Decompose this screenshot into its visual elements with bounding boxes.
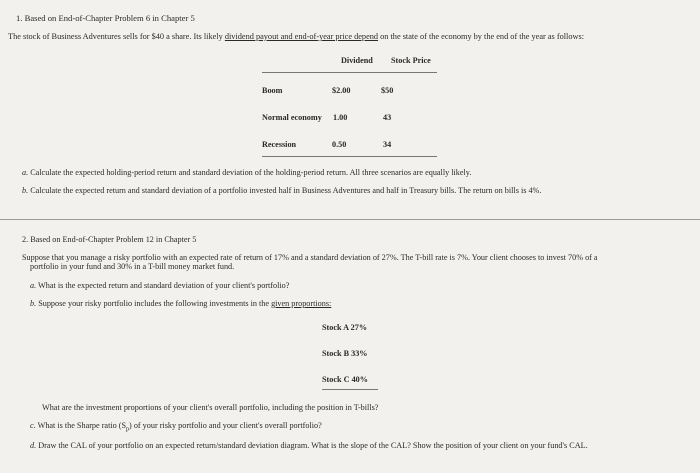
problem2-intro-line2: portfolio in your fund and 30% in a T-bill money market fund. [30, 262, 235, 271]
q-text-underlined: given proportions: [271, 299, 332, 308]
problem2-question-a [30, 281, 289, 291]
row-state-boom: Boom [262, 86, 283, 95]
problem1-intro-text: The stock of Business Adventures sells for $40 a share. Its likely [8, 32, 225, 41]
q-text: Calculate the expected return and standard deviation of a portfolio invested half in Business Adventures and half in Treasury bills. The return on bills is 4%. [30, 186, 542, 195]
problem2-question-b [30, 299, 331, 309]
q-text-after: ) of your risky portfolio and your client's overall portfolio? [129, 421, 322, 430]
problem2-question-c [30, 421, 322, 435]
stock-list-rule [322, 389, 378, 390]
row-dividend-boom: $2.00 [332, 86, 351, 95]
q-label: b. [30, 299, 37, 308]
table-bottom-rule [262, 156, 437, 157]
q-label: a. [22, 168, 29, 177]
stock-a: Stock A 27% [322, 323, 368, 332]
q-text: Suppose your risky portfolio includes the following investments in the [38, 299, 272, 308]
problem2-heading: 2. Based on End-of-Chapter Problem 12 in Chapter 5 [22, 235, 197, 244]
problem2-question-b-followup: What are the investment proportions of your client's overall portfolio, including the position in T-bills? [42, 403, 379, 412]
q-text: What is the Sharpe ratio (S [37, 421, 127, 430]
q-label: c. [30, 421, 36, 430]
table-header-dividend: Dividend [341, 56, 373, 65]
problem1-intro-underlined: dividend payout and end-of-year price depend [224, 32, 379, 41]
q-label: a. [30, 281, 37, 290]
row-dividend-normal: 1.00 [333, 113, 348, 122]
row-dividend-recession: 0.50 [332, 140, 347, 149]
row-price-boom: $50 [381, 86, 394, 95]
row-state-recession: Recession [262, 140, 297, 149]
q-label: b. [22, 186, 29, 195]
row-price-normal: 43 [383, 113, 392, 122]
problem2-question-d [30, 441, 588, 451]
table-header-stock-price: Stock Price [391, 56, 431, 65]
problem1-heading: 1. Based on End-of-Chapter Problem 6 in Chapter 5 [16, 13, 195, 23]
section-divider [0, 219, 700, 220]
q-label: d. [30, 441, 37, 450]
q-text: Calculate the expected holding-period return and standard deviation of the holding-period return. All three scenarios are equally likely. [30, 168, 472, 177]
problem1-question-b [22, 186, 541, 196]
q-sub: p [126, 426, 130, 433]
table-top-rule [262, 72, 437, 73]
q-text: What is the expected return and standard deviation of your client's portfolio? [38, 281, 290, 290]
problem2-intro-line1: Suppose that you manage a risky portfolio with an expected rate of return of 17% and a standard deviation of 27%. The T-bill rate is 7%. Your client chooses to invest 70% of a [22, 253, 598, 262]
problem1-question-a [22, 168, 471, 178]
stock-b: Stock B 33% [322, 349, 368, 358]
q-text: Draw the CAL of your portfolio on an expected return/standard deviation diagram. What is the slope of the CAL? Show the position of your client on your fund's CAL. [38, 441, 588, 450]
problem1-intro: The stock of Business Adventures sells for $40 a share. Its likely dividend payout and end-of-year price depend on the state of the economy by the end of the year as follows: [8, 32, 585, 41]
row-price-recession: 34 [383, 140, 392, 149]
row-state-normal: Normal economy [262, 113, 322, 122]
stock-c: Stock C 40% [322, 375, 368, 384]
